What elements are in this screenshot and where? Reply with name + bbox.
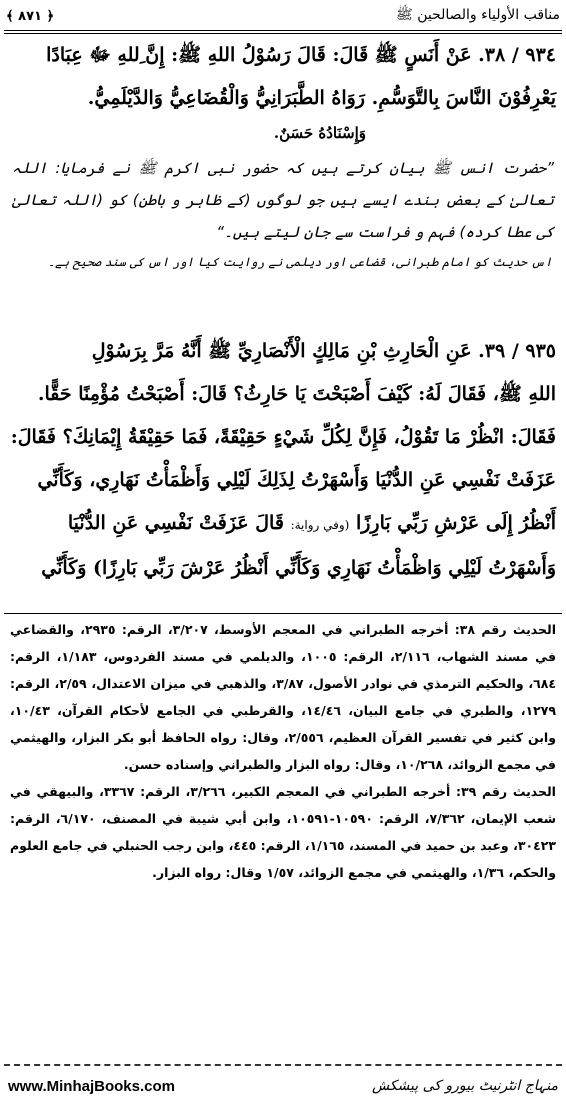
hadith-39-line-3: فَقَالَ: انْظُرْ مَا تَقُوْلُ، فَإِنَّ لِكُلِّ شَيْءٍ حَقِيْقَةً، فَمَا حَقِيْقَةُ إِيْمَانِكَ؟ فَقَالَ: <box>10 426 556 448</box>
publisher-credit: منہاج انٹرنیٹ بیورو کی پیشکش <box>371 1078 558 1094</box>
urdu-38-note: اس حدیث کو امام طبرانی، قضاعی اور دیلمی نے روایت کیا اور اس کی سند صحیح ہے۔ <box>48 255 552 269</box>
footer-rule <box>4 1064 562 1066</box>
hadith-39-line-5 <box>0 502 566 547</box>
hadith-38-line-2: يَعْرِفُوْنَ النَّاسَ بِالتَّوَسُّمِ. رَوَاهُ الطَّبَرَانِيُّ وَالْقُضَاعِيُّ وَالدَّيْلَمِيُّ. <box>87 87 556 109</box>
urdu-38-block <box>0 152 566 276</box>
hadith-38-line-3: وَإِسْنَادُهُ حَسَنٌ. <box>273 124 366 142</box>
page-number: ﴿ ٨٧١ ﴾ <box>6 8 55 24</box>
hadith-39-line-5-a: أَنْظُرُ إِلَى عَرْشِ رَبِّي بَارِزًا <box>355 512 556 534</box>
running-title: مناقب الأولياء والصالحين ﷺ <box>395 7 560 23</box>
footnote-separator <box>4 613 562 614</box>
urdu-38-translation: ”حضرت انس ﷺ بیان کرتے ہیں کہ حضور نبی اکرم ﷺ نے فرمایا: اللہ تعالیٰ کے بعض بندے ایسے ہیں جو لوگوں (کے ظاہر و باطن) کو (اللہ تعالیٰ کی عطا کردہ) فہم و فراست سے جان لیتے ہیں۔“ <box>12 159 554 241</box>
hadith-39-line-5-c: قَالَ عَزَفَتْ نَفْسِي عَنِ الدُّنْيَا <box>67 512 284 534</box>
page-footer <box>8 1074 558 1098</box>
variant-narration-marker: (وفي رواية: <box>290 518 350 532</box>
hadith-39-block <box>0 330 566 590</box>
hadith-39-line-2: اللهِ ﷺ، فَقَالَ لَهُ: كَيْفَ أَصْبَحْتَ يَا حَارِثُ؟ قَالَ: أَصْبَحْتُ مُؤْمِنًا حَقًّا. <box>37 383 556 405</box>
footnote-38: الحديث رقم ٣٨: أخرجه الطبراني في المعجم الأوسط، ٣/٢٠٧، الرقم: ٢٩٣٥، والقضاعي في مسند الشهاب، ٢/١١٦، الرقم: ١٠٠٥، والديلمي في مسند الفردوس، ١/١٨٣، الرقم: ٦٨٤، والحكيم الترمذي في نوادر الأصول، ٣/٨٧، والذهبي في ميزان الاعتدال، ٢/٥٩، الرقم: ١٢٧٩، والطبري في جامع البيان، ١٤/٤٦، والقرطبي في الجامع لأحكام القرآن، ١٠/٤٣، وابن كثير في تفسير القرآن العظيم، ٢/٥٥٦، وقال: رواه الحافظ أبو بكر البزار، والهيثمي في مجمع الزوائد، ١٠/٢٦٨، وقال: رواه البزار والطبراني وإسناده حسن. <box>10 622 557 772</box>
hadith-39-line-1: ٩٣٥ / ٣٩. عَنِ الْحَارِثِ بْنِ مَالِكٍ الْأَنْصَارِيِّ ﷺ أَنَّهُ مَرَّ بِرَسُوْلِ <box>91 340 556 362</box>
hadith-39-line-4: عَزَفَتْ نَفْسِي عَنِ الدُّنْيَا وَأَسْهَرْتُ لِذَلِكَ لَيْلِي وَأَظْمَأْتُ نَهَارِي، وَكَأَنِّي <box>37 469 556 491</box>
hadith-38-line-1: ٩٣٤ / ٣٨. عَنْ أَنَسٍ ﷺ قَالَ: قَالَ رَسُوْلُ اللهِ ﷺ: إِنَّ ِللهِ ﷻ عِبَادًا <box>46 44 556 66</box>
footnotes-block <box>0 616 566 886</box>
hadith-38-block <box>0 34 566 146</box>
website-link[interactable]: www.MinhajBooks.com <box>8 1077 175 1095</box>
page-header <box>6 3 560 29</box>
footnote-39: الحديث رقم ٣٩: أخرجه الطبراني في المعجم الكبير، ٣/٢٦٦، الرقم: ٣٣٦٧، والبيهقي في شعب الإيمان، ٧/٣٦٢، الرقم: ١٠٥٩٠-١٠٥٩١، وابن أبي شيبة في المصنف، ٦/١٧٠، الرقم: ٣٠٤٢٣، وعبد بن حميد في المسند، ١/١٦٥، الرقم: ٤٤٥، وابن رجب الحنبلي في جامع العلوم والحكم، ١/٣٦، والهيثمي في مجمع الزوائد، ١/٥٧ وقال: رواه البزار. <box>10 784 556 880</box>
hadith-39-line-6: وَأَسْهَرْتُ لَيْلِي وَاظْمَأْتُ نَهَارِي وَكَأَنِّي أَنْظُرُ عَرْشَ رَبِّي بَارِزًا) وَكَأَنِّي <box>41 557 556 579</box>
